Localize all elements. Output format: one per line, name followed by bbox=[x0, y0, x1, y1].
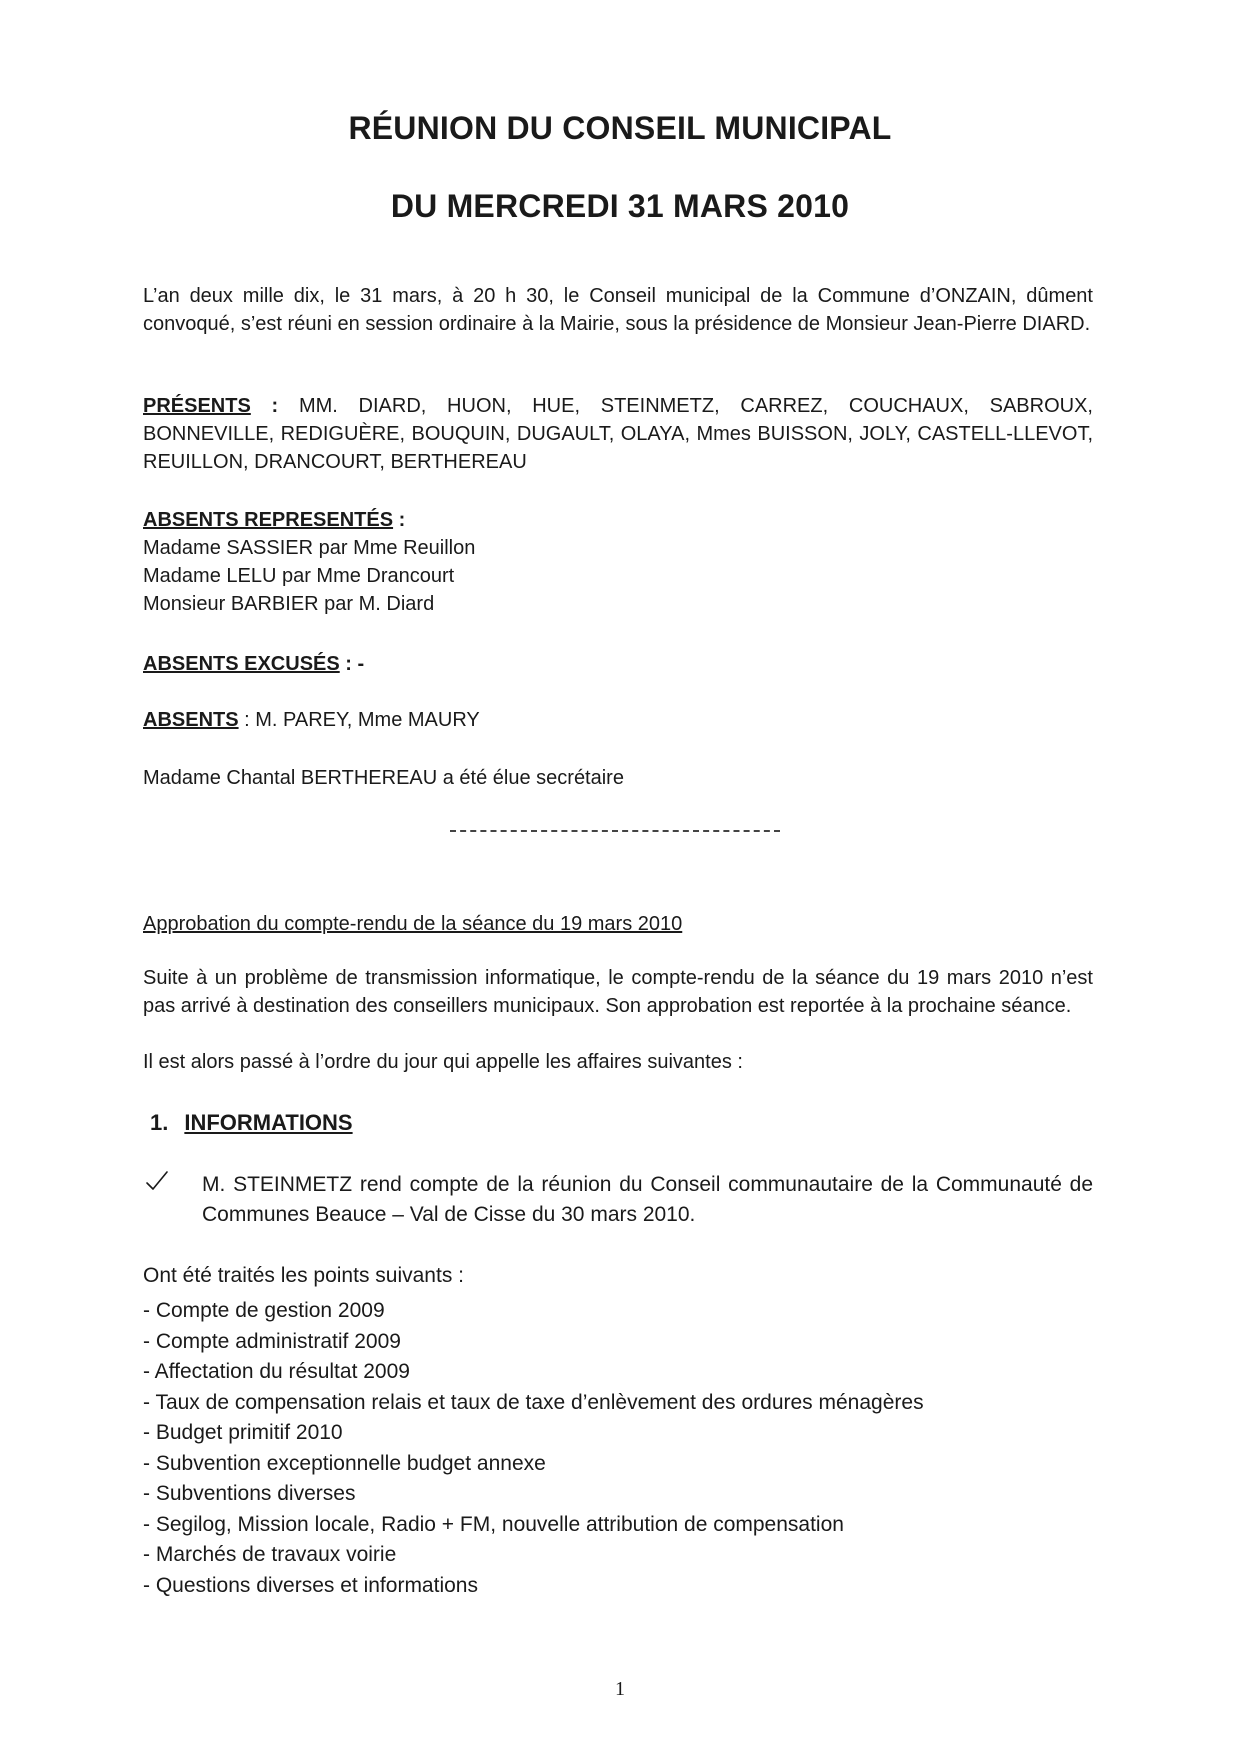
information-paragraph: M. STEINMETZ rend compte de la réunion du Conseil communautaire de la Communauté de Communes Beauce – Val de Cisse du 30 mars 2010. bbox=[202, 1173, 1093, 1226]
absents-excuses-label: ABSENTS EXCUSÉS bbox=[143, 653, 340, 675]
list-item: - Budget primitif 2010 bbox=[143, 1421, 343, 1444]
absents-representes-separator: : bbox=[393, 509, 406, 531]
absents-excuses-line bbox=[143, 650, 1093, 678]
points-intro: Ont été traités les points suivants : bbox=[143, 1264, 464, 1287]
section-heading-informations bbox=[150, 1110, 353, 1136]
list-item: - Marchés de travaux voirie bbox=[143, 1543, 397, 1566]
list-item: - Questions diverses et informations bbox=[143, 1573, 478, 1597]
list-item: - Subventions diverses bbox=[143, 1482, 356, 1505]
intro-paragraph: L’an deux mille dix, le 31 mars, à 20 h 30, le Conseil municipal de la Commune d’ONZAIN, dûment convoqué, s’est réuni en session ordinaire à la Mairie, sous la présidence de Monsieur Jean-Pierre DIARD. bbox=[143, 285, 1093, 335]
list-item: - Compte administratif 2009 bbox=[143, 1329, 401, 1353]
presents-list: MM. DIARD, HUON, HUE, STEINMETZ, CARREZ, COUCHAUX, SABROUX, BONNEVILLE, REDIGUÈRE, BOUQUIN, DUGAULT, OLAYA, Mmes BUISSON, JOLY, CASTELL-LLEVOT, REUILLON, DRANCOURT, BERTHEREAU bbox=[143, 395, 1093, 473]
absents-value: : M. PAREY, Mme MAURY bbox=[238, 709, 480, 731]
document-subtitle-date: DU MERCREDI 31 MARS 2010 bbox=[390, 188, 850, 224]
ordre-du-jour-line: Il est alors passé à l’ordre du jour qui appelle les affaires suivantes : bbox=[143, 1051, 743, 1073]
representation-line: Madame LELU par Mme Drancourt bbox=[143, 565, 455, 587]
absents-representes-label: ABSENTS REPRESENTÉS bbox=[143, 509, 394, 531]
page-number: 1 bbox=[615, 1678, 625, 1700]
document-title: RÉUNION DU CONSEIL MUNICIPAL bbox=[348, 110, 892, 146]
secretaire-line: Madame Chantal BERTHEREAU a été élue secrétaire bbox=[143, 767, 624, 789]
section-number: 1. bbox=[150, 1110, 169, 1135]
absents-excuses-value: : - bbox=[339, 653, 365, 675]
presents-paragraph bbox=[143, 392, 1093, 476]
section-title: INFORMATIONS bbox=[184, 1110, 353, 1135]
list-item: - Subvention exceptionnelle budget annexe bbox=[143, 1451, 546, 1475]
representation-line: Madame SASSIER par Mme Reuillon bbox=[143, 537, 476, 559]
approbation-paragraph: Suite à un problème de transmission informatique, le compte-rendu de la séance du 19 mars 2010 n’est pas arrivé à destination des conseillers municipaux. Son approbation est reportée à la prochaine séance. bbox=[143, 967, 1093, 1017]
points-list bbox=[143, 1296, 1093, 1601]
list-item: - Segilog, Mission locale, Radio + FM, nouvelle attribution de compensation bbox=[143, 1512, 844, 1536]
list-item: - Taux de compensation relais et taux de taxe d’enlèvement des ordures ménagères bbox=[143, 1390, 924, 1414]
list-item: - Affectation du résultat 2009 bbox=[143, 1360, 410, 1383]
absents-representes-section bbox=[143, 506, 1093, 618]
absents-line bbox=[143, 706, 1093, 734]
checkmark-icon bbox=[145, 1170, 169, 1192]
dashed-separator bbox=[450, 830, 780, 832]
absents-label: ABSENTS bbox=[143, 709, 239, 731]
list-item: - Compte de gestion 2009 bbox=[143, 1299, 385, 1322]
presents-separator: : bbox=[250, 395, 299, 417]
presents-label: PRÉSENTS bbox=[143, 395, 251, 417]
representation-line: Monsieur BARBIER par M. Diard bbox=[143, 593, 435, 615]
approbation-heading: Approbation du compte-rendu de la séance du 19 mars 2010 bbox=[143, 913, 683, 935]
